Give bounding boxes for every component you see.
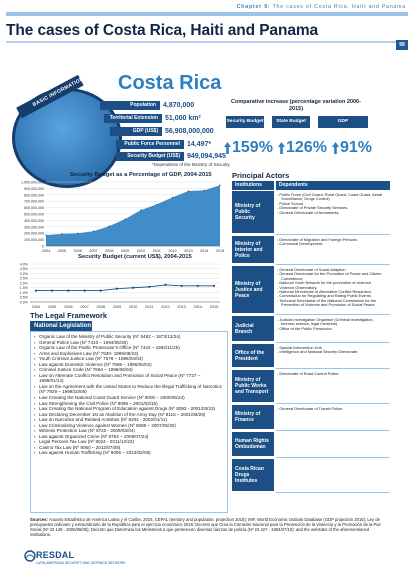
legislation-item: ▪ Criminal Justice Code (Nº 7594 – 1996/06/04) bbox=[34, 367, 224, 373]
dependents-cell bbox=[276, 432, 390, 458]
security-budget-line-chart bbox=[6, 260, 228, 312]
data-point bbox=[219, 185, 220, 186]
x-tick-label: 2015 bbox=[215, 249, 225, 253]
national-legislation-header: National Legislation bbox=[30, 321, 92, 331]
institution-cell: Office of the President bbox=[232, 344, 274, 369]
legislation-item: ▪ Witness Protection Law (Nº 8720 - 2009/03/04) bbox=[34, 428, 224, 434]
data-point bbox=[109, 226, 110, 227]
data-point bbox=[204, 190, 205, 191]
data-point bbox=[213, 285, 215, 287]
basic-info-value: 56,908,000,000 bbox=[165, 128, 214, 135]
y-tick-label: 0.5% bbox=[19, 295, 28, 300]
institutions-header: Institutions bbox=[232, 181, 274, 190]
dependents-cell bbox=[276, 236, 390, 265]
legislation-item: ▪ Law on Narcotics and Related Activities (Nº 8204 - 2002/01/11) bbox=[34, 417, 224, 423]
x-tick-label: 2012 bbox=[161, 305, 170, 309]
legislation-item: ▪ Law against Human Trafficking (Nº 9095 – 2013/02/08) bbox=[34, 450, 224, 456]
x-tick-label: 2010 bbox=[128, 305, 138, 309]
basic-info-row bbox=[100, 101, 194, 110]
basic-info-label: Territorial Extension bbox=[104, 114, 162, 123]
comparative-label: Security Budget bbox=[226, 116, 264, 128]
x-tick-label: 2007 bbox=[80, 305, 89, 309]
y-tick-label: 300,000,000 bbox=[24, 225, 44, 230]
dependent-item: - Directorate of Road Control Police. bbox=[277, 371, 340, 376]
x-tick-label: 2004 bbox=[41, 249, 51, 253]
basic-info-value: 14,497* bbox=[187, 141, 212, 148]
data-point bbox=[197, 285, 199, 287]
up-arrow-icon bbox=[278, 142, 285, 154]
y-tick-label: 1.5% bbox=[19, 286, 28, 291]
dependent-item: - Police School. bbox=[277, 200, 305, 206]
page-number: 99 bbox=[396, 40, 408, 50]
basic-info-row bbox=[100, 127, 214, 136]
comparative-value: 91% bbox=[332, 139, 372, 157]
comparative-title: Comparative increase (percentage variation 2006-2015) bbox=[231, 99, 361, 112]
dependents-cell bbox=[276, 405, 390, 431]
dependents-cell bbox=[276, 370, 390, 404]
dependent-item: - Special Intervention Unit. bbox=[277, 345, 323, 350]
dependents-cell bbox=[276, 191, 390, 235]
top-band bbox=[6, 12, 408, 16]
data-point bbox=[132, 287, 134, 289]
y-tick-label: 900,000,000 bbox=[24, 186, 44, 191]
x-tick-label: 2014 bbox=[193, 305, 203, 309]
legislation-item: ▪ Law on Alternate Conflict Resolution and Promotion of Social Peace (Nº 7727 – 1998/01/14) bbox=[34, 373, 224, 384]
x-tick-label: 2008 bbox=[96, 305, 105, 309]
data-point bbox=[156, 204, 157, 205]
y-tick-label: 1,000,000,000 bbox=[21, 180, 44, 185]
legislation-item: ▪ Casino Tax Law (Nº 9050 – 2012/07/09) bbox=[34, 445, 224, 451]
dependent-item: - Public Force (Civil Guard, Rural Guard, Coast Guard, Aerial Surveillance, Drugs Control) bbox=[277, 192, 383, 202]
y-tick-label: 800,000,000 bbox=[24, 193, 44, 198]
basic-info-label: Security Budget (US$) bbox=[116, 152, 184, 161]
country-name: Costa Rica bbox=[118, 72, 222, 94]
dependent-item: - Technical Secretariat of the National Commission for the Prevention of Violence and Promotion of Social Peace. bbox=[277, 297, 377, 308]
data-point bbox=[172, 197, 173, 198]
dependent-item: - General Directorate of Armaments. bbox=[277, 209, 340, 215]
dependent-item: - General Directorate of Transit Police. bbox=[277, 406, 344, 411]
basic-info-row bbox=[100, 152, 226, 161]
dependents-cell bbox=[276, 266, 390, 315]
y-tick-label: 4.0% bbox=[19, 262, 28, 267]
dependent-item: - Commission for Regulating and Rating Public Events. bbox=[277, 293, 372, 299]
chart2-title: Security Budget (current US$), 2004-2015 bbox=[78, 254, 192, 260]
logo-subtitle: LATIN AMERICAN SECURITY AND DEFENCE NETWORK bbox=[36, 561, 126, 565]
security-budget-area-chart bbox=[6, 178, 228, 262]
data-point bbox=[83, 290, 85, 292]
logo-mark-icon bbox=[24, 550, 36, 562]
institution-cell: Ministry of Justice and Peace bbox=[232, 266, 274, 315]
y-tick-label: 400,000,000 bbox=[24, 218, 44, 223]
dependent-item: - Violence Observatory. bbox=[277, 284, 318, 290]
institution-cell: Ministry of Interior and Police bbox=[232, 236, 274, 265]
legislation-item: ▪ Organic Law of the Ministry of Public Security (Nº 5482 – 1973/12/24) bbox=[34, 334, 224, 340]
resdal-logo bbox=[24, 548, 126, 574]
legislation-item: ▪ Arms and Explosives Law (Nº 7530- 1995/08/23) bbox=[34, 351, 224, 357]
x-tick-label: 2015 bbox=[209, 305, 219, 309]
comparative-label: GDP bbox=[318, 116, 368, 128]
x-tick-label: 2014 bbox=[199, 249, 209, 253]
data-point bbox=[51, 290, 53, 292]
basic-info-row bbox=[100, 140, 211, 149]
basic-info-value: 4,870,000 bbox=[163, 102, 195, 109]
legislation-item: ▪ Law Declaring December 1st as Abolition of the Army Day (Nº 8115 – 2001/08/29) bbox=[34, 412, 224, 418]
data-point bbox=[100, 290, 102, 292]
institution-cell: Costa Rican Drugs Institutes bbox=[232, 459, 274, 493]
x-tick-label: 2010 bbox=[136, 249, 146, 253]
y-tick-label: 3.0% bbox=[19, 271, 28, 276]
x-tick-label: 2013 bbox=[184, 249, 193, 253]
up-arrow-icon bbox=[224, 142, 231, 154]
institution-cell: Ministry of Public Works and Transport bbox=[232, 370, 274, 404]
x-tick-label: 2011 bbox=[145, 305, 154, 309]
dependent-item: - Intelligence and National Security Directorate. bbox=[277, 349, 359, 355]
basic-info-label: GDP (US$) bbox=[110, 127, 162, 136]
y-tick-label: 700,000,000 bbox=[24, 199, 44, 204]
x-tick-label: 2011 bbox=[152, 249, 161, 253]
x-tick-label: 2004 bbox=[31, 305, 41, 309]
institution-cell: Human Rights Ombudsman bbox=[232, 432, 274, 458]
comparative-value: 126% bbox=[278, 139, 327, 157]
dependents-cell bbox=[276, 459, 390, 493]
legislation-item: ▪ General Police Law (Nº 7410 – 1994/05/30) bbox=[34, 340, 224, 346]
x-tick-label: 2012 bbox=[168, 249, 177, 253]
basic-info-value: 949,094,945 bbox=[187, 153, 226, 160]
data-point bbox=[67, 290, 69, 292]
area-series bbox=[46, 185, 220, 246]
legislation-item: ▪ Law against Domestic Violence (Nº 7586 – 1996/05/02) bbox=[34, 362, 224, 368]
data-point bbox=[77, 233, 78, 234]
y-tick-label: 500,000,000 bbox=[24, 212, 44, 217]
y-tick-label: 2.5% bbox=[19, 276, 28, 281]
data-point bbox=[188, 190, 189, 191]
data-point bbox=[61, 233, 62, 234]
legislation-list bbox=[30, 331, 228, 513]
title-divider bbox=[6, 41, 396, 43]
basic-info-label: Population bbox=[100, 101, 160, 110]
x-tick-label: 2006 bbox=[64, 305, 73, 309]
dependent-item: - General Directorate of Social Adaption. bbox=[277, 267, 347, 272]
x-tick-label: 2009 bbox=[112, 305, 122, 309]
dependents-header: Dependents bbox=[276, 181, 390, 190]
dependents-cell bbox=[276, 316, 390, 343]
legislation-item: ▪ Law Criminalizing Violence against Women (Nº 8589 – 2007/05/30) bbox=[34, 423, 224, 429]
legislation-item: ▪ Law Creating the National Coast Guard Service (Nº 8000 – 2000/05/24) bbox=[34, 395, 224, 401]
comparative-value: 159% bbox=[224, 139, 273, 157]
basic-information-band: BASIC INFORMATION bbox=[16, 75, 83, 118]
dependent-item: - National Directorate of Alternative Conflict Resolution. bbox=[277, 289, 372, 295]
y-tick-label: 0.0% bbox=[19, 300, 28, 305]
legal-framework-title: The Legal Framework bbox=[30, 311, 108, 320]
data-point bbox=[124, 219, 125, 220]
institution-cell: Judicial Branch bbox=[232, 316, 274, 343]
basic-info-value: 51,000 km² bbox=[165, 115, 201, 122]
data-point bbox=[181, 285, 183, 287]
page-title: The cases of Costa Rica, Haiti and Panama bbox=[6, 22, 319, 39]
principal-actors-title: Principal Actors bbox=[232, 171, 290, 180]
y-tick-label: 100,000,000 bbox=[24, 238, 44, 243]
data-point bbox=[116, 288, 118, 290]
dependent-item: - General Directorate for the Promotion of Peace and Citizen Coexistence. bbox=[277, 271, 382, 281]
dependent-item: - National Youth Network for the prevention of violence. bbox=[277, 280, 372, 286]
legislation-item: ▪ Law Creating the National Program of Education against Drugs (Nº 8093 - 2001/03/23) bbox=[34, 406, 224, 412]
legislation-item: ▪ Law on the Agreement with the United States to Reduce the Illegal Trafficking of Narcotics (Nº 7929 – 1999/10/06) bbox=[34, 384, 224, 395]
legislation-item: ▪ Youth Criminal Justice Law (Nº 7576 – 1996/04/04) bbox=[34, 356, 224, 362]
data-point bbox=[45, 235, 46, 236]
basic-info-row bbox=[100, 114, 201, 123]
basic-info-label: Public Force Personnel bbox=[116, 140, 184, 149]
dependent-item: - Directorate of Private Security Services. bbox=[277, 205, 349, 211]
legislation-item: ▪ Law against Organized Crime (Nº 8754 – 2009/07/24) bbox=[34, 434, 224, 440]
dependent-item: - Office of the Public Prosecutor. bbox=[277, 325, 333, 331]
x-tick-label: 2009 bbox=[120, 249, 130, 253]
y-tick-label: 1.0% bbox=[19, 290, 28, 295]
x-tick-label: 2005 bbox=[57, 249, 67, 253]
y-tick-label: 600,000,000 bbox=[24, 206, 44, 211]
sources-note: Sources: Anuario Estadístico de América Latina y el Caribe, 2015, CEPAL (territory and population: projection 2016); IMF, World Economic Outlook Database (GDP projection 2016); Ley de presupuesto ordinario y extraordinario de la República para el ejercicio económico 2016; Decreto que Crea la Comisión Nacional para la Prevención de la Violencia y la Promoción de la Paz Social (Nº 33 149 - 2006/06/05); Decreto que Determina los Ministerios a que pertenecen diversas fuerzas de policía (Nº 23 427 - 1994/07/10); and the websites of the aforementioned institutions. bbox=[30, 517, 381, 537]
data-point bbox=[164, 284, 166, 286]
dependents-cell bbox=[276, 344, 390, 369]
legislation-item: ▪ Law Strengthening the Civil Police (Nº 8096 – 2001/03/15) bbox=[34, 401, 224, 407]
legislation-item: ▪ Organic Law of the Public Prosecutor's Office (Nº 7442 – 1994/11/25) bbox=[34, 345, 224, 351]
basic-info-footnote: *Dependents of the Ministry of Security bbox=[152, 162, 230, 167]
institution-cell: Ministry of Public Security bbox=[232, 191, 274, 235]
x-tick-label: 2005 bbox=[47, 305, 57, 309]
chapter-header: Chapter 9: The cases of Costa Rica, Haiti and Panama bbox=[236, 4, 406, 10]
data-point bbox=[35, 290, 37, 292]
y-tick-label: 0 bbox=[42, 244, 44, 249]
data-point bbox=[93, 231, 94, 232]
data-point bbox=[140, 210, 141, 211]
y-tick-label: 200,000,000 bbox=[24, 231, 44, 236]
y-tick-label: 3.5% bbox=[19, 267, 28, 272]
x-tick-label: 2007 bbox=[89, 249, 98, 253]
logo-word: RESDAL bbox=[36, 550, 75, 560]
x-tick-label: 2013 bbox=[177, 305, 186, 309]
dependent-item: - Communal Development. bbox=[277, 241, 324, 247]
y-tick-label: 2.0% bbox=[19, 281, 28, 286]
x-tick-label: 2008 bbox=[105, 249, 114, 253]
up-arrow-icon bbox=[332, 142, 339, 154]
legislation-item: ▪ Legal Persons Tax Law (Nº 9024 - 2011/12/23) bbox=[34, 439, 224, 445]
data-point bbox=[148, 286, 150, 288]
institution-cell: Ministry of Finance bbox=[232, 405, 274, 431]
chart1-title: Security Budget as a Percentage of GDP, 2004-2015 bbox=[70, 172, 212, 178]
dependent-item: - Directorate of Migration and Foreign Persons. bbox=[277, 237, 359, 242]
dependent-item: - Judicial Investigation Organism (Criminal investigation, forensic science, legal medicine). bbox=[277, 317, 374, 327]
comparative-label: State Budget bbox=[272, 116, 310, 128]
x-tick-label: 2006 bbox=[73, 249, 82, 253]
